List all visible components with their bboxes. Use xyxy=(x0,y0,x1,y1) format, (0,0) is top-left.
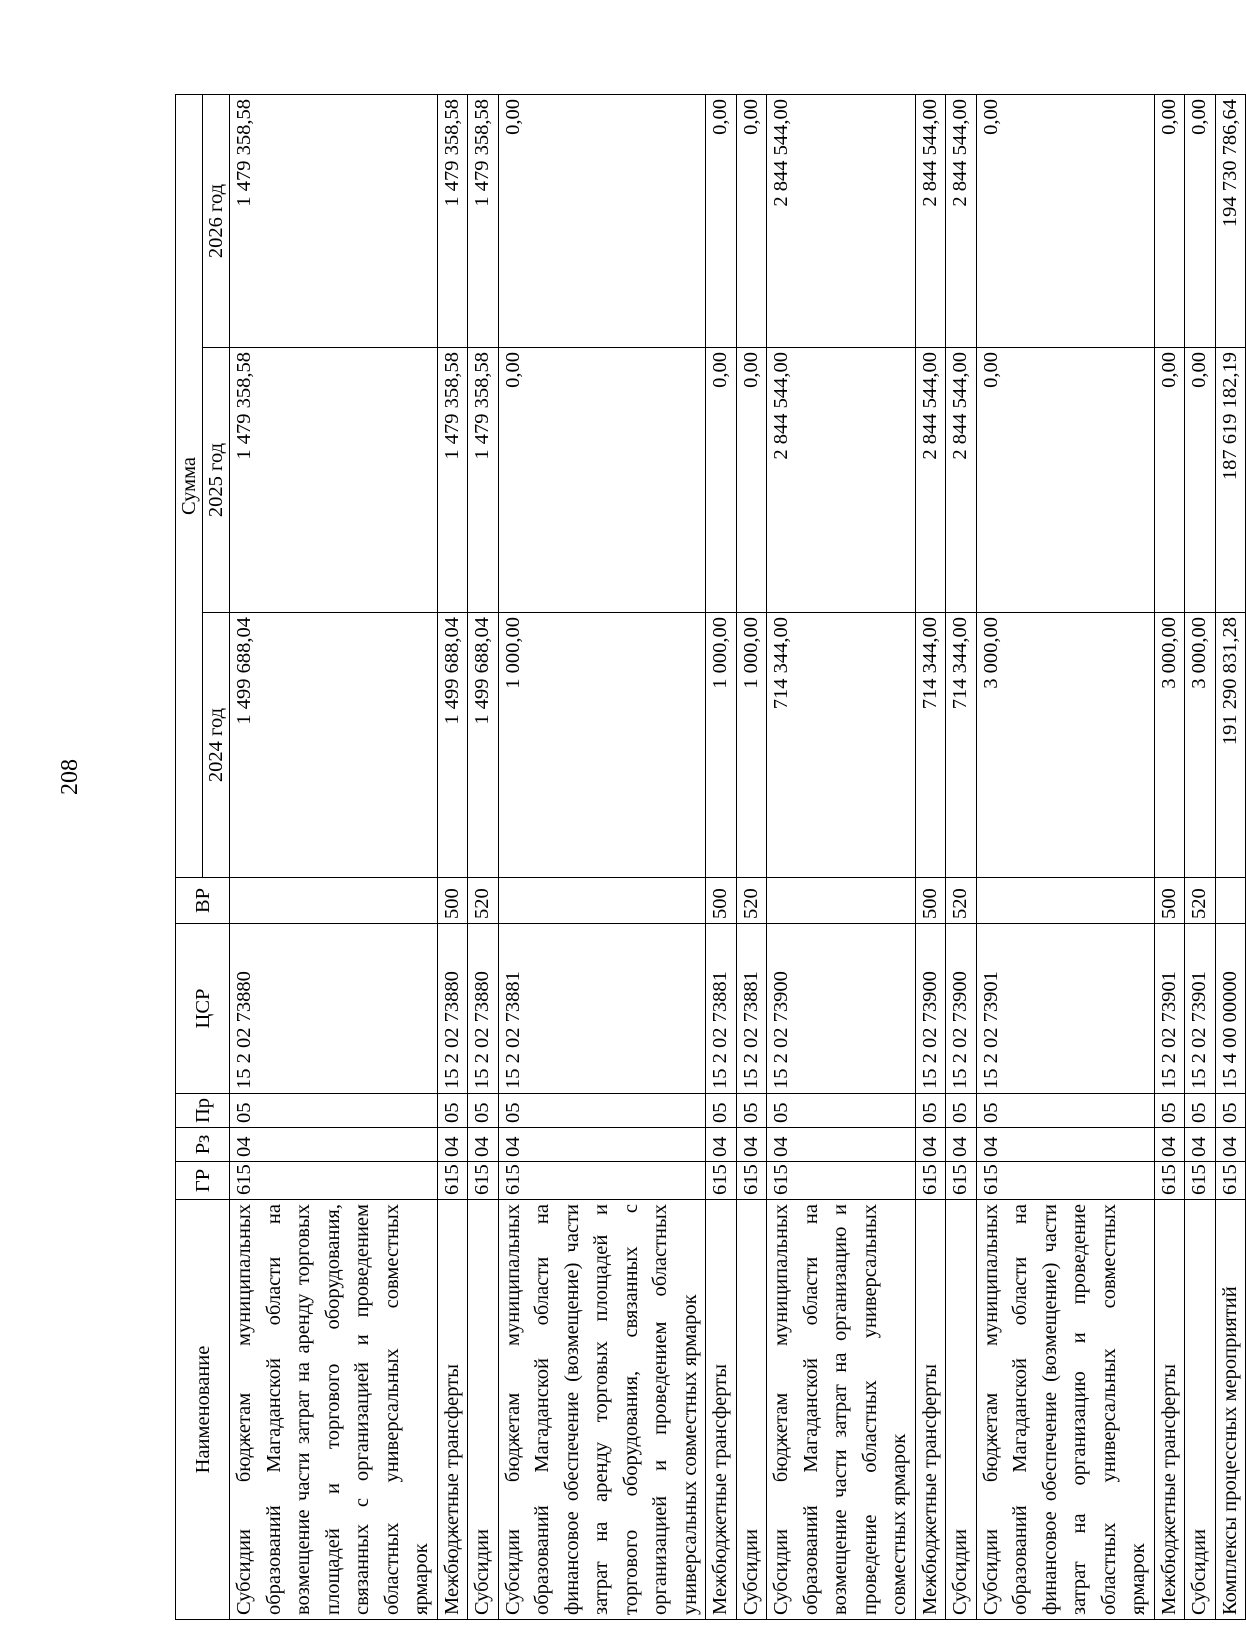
cell-2026: 2 844 544,00 xyxy=(767,94,916,347)
table-row xyxy=(976,94,1154,1619)
header-2026: 2026 год xyxy=(203,94,230,347)
cell-gr: 615 xyxy=(437,1162,468,1200)
cell-rz: 04 xyxy=(1215,1128,1246,1162)
cell-rz: 04 xyxy=(498,1128,706,1162)
cell-2025: 1 479 358,58 xyxy=(437,348,468,613)
table-row xyxy=(498,94,706,1619)
cell-gr: 615 xyxy=(1154,1162,1185,1200)
cell-2026: 0,00 xyxy=(706,94,737,347)
table-row xyxy=(468,94,499,1619)
cell-name: Субсидии xyxy=(736,1200,767,1620)
cell-name: Межбюджетные трансферты xyxy=(437,1200,468,1620)
cell-2026: 0,00 xyxy=(736,94,767,347)
cell-pr: 05 xyxy=(437,1094,468,1128)
header-2024: 2024 год xyxy=(203,613,230,878)
cell-2025: 0,00 xyxy=(1185,348,1216,613)
cell-pr: 05 xyxy=(498,1094,706,1128)
table-row xyxy=(767,94,916,1619)
cell-rz: 04 xyxy=(230,1128,438,1162)
cell-csr: 15 2 02 73900 xyxy=(946,924,977,1094)
cell-2026: 1 479 358,58 xyxy=(230,94,438,347)
cell-csr: 15 2 02 73881 xyxy=(498,924,706,1094)
cell-2025: 0,00 xyxy=(976,348,1154,613)
cell-csr: 15 4 00 00000 xyxy=(1215,924,1246,1094)
cell-rz: 04 xyxy=(468,1128,499,1162)
cell-vr xyxy=(976,878,1154,924)
cell-vr xyxy=(767,878,916,924)
page-number: 208 xyxy=(57,759,83,795)
cell-2026: 1 479 358,58 xyxy=(468,94,499,347)
cell-gr: 615 xyxy=(468,1162,499,1200)
cell-2024: 714 344,00 xyxy=(946,613,977,878)
cell-2024: 191 290 831,28 xyxy=(1215,613,1246,878)
cell-rz: 04 xyxy=(976,1128,1154,1162)
budget-table xyxy=(175,94,1246,1620)
table-header xyxy=(176,94,230,1619)
header-csr: ЦСР xyxy=(176,924,230,1094)
cell-pr: 05 xyxy=(468,1094,499,1128)
cell-pr: 05 xyxy=(915,1094,946,1128)
cell-vr: 500 xyxy=(706,878,737,924)
cell-2025: 1 479 358,58 xyxy=(468,348,499,613)
cell-vr xyxy=(498,878,706,924)
cell-2024: 3 000,00 xyxy=(1154,613,1185,878)
cell-2025: 0,00 xyxy=(1154,348,1185,613)
cell-vr xyxy=(230,878,438,924)
cell-csr: 15 2 02 73901 xyxy=(976,924,1154,1094)
cell-name: Субсидии xyxy=(946,1200,977,1620)
cell-name: Субсидии xyxy=(1185,1200,1216,1620)
header-name: Наименование xyxy=(176,1200,230,1620)
cell-2026: 0,00 xyxy=(976,94,1154,347)
cell-rz: 04 xyxy=(736,1128,767,1162)
cell-2024: 3 000,00 xyxy=(1185,613,1216,878)
cell-name: Субсидии бюджетам муниципальных образований Магаданской области на финансовое обеспечение (возмещение) части затрат на организацию и проведение областных универсальных совместных ярмарок xyxy=(976,1200,1154,1620)
cell-2025: 2 844 544,00 xyxy=(946,348,977,613)
cell-rz: 04 xyxy=(437,1128,468,1162)
cell-gr: 615 xyxy=(946,1162,977,1200)
cell-vr: 500 xyxy=(1154,878,1185,924)
cell-csr: 15 2 02 73881 xyxy=(736,924,767,1094)
cell-rz: 04 xyxy=(1154,1128,1185,1162)
cell-2025: 2 844 544,00 xyxy=(767,348,916,613)
cell-csr: 15 2 02 73900 xyxy=(767,924,916,1094)
header-rz: Рз xyxy=(176,1128,230,1162)
cell-2026: 2 844 544,00 xyxy=(915,94,946,347)
cell-2024: 1 499 688,04 xyxy=(437,613,468,878)
cell-pr: 05 xyxy=(1154,1094,1185,1128)
cell-gr: 615 xyxy=(230,1162,438,1200)
cell-2024: 1 000,00 xyxy=(498,613,706,878)
cell-name: Межбюджетные трансферты xyxy=(915,1200,946,1620)
cell-2024: 714 344,00 xyxy=(767,613,916,878)
header-row-1 xyxy=(176,94,203,1619)
cell-2025: 0,00 xyxy=(498,348,706,613)
cell-vr: 520 xyxy=(468,878,499,924)
cell-gr: 615 xyxy=(976,1162,1154,1200)
cell-2025: 1 479 358,58 xyxy=(230,348,438,613)
cell-2025: 0,00 xyxy=(736,348,767,613)
header-sum: Сумма xyxy=(176,94,203,877)
cell-2026: 0,00 xyxy=(1154,94,1185,347)
cell-vr: 520 xyxy=(736,878,767,924)
cell-vr: 520 xyxy=(1185,878,1216,924)
table-row xyxy=(706,94,737,1619)
cell-rz: 04 xyxy=(915,1128,946,1162)
header-pr: Пр xyxy=(176,1094,230,1128)
cell-name: Межбюджетные трансферты xyxy=(706,1200,737,1620)
table-row xyxy=(230,94,438,1619)
table-row xyxy=(437,94,468,1619)
cell-csr: 15 2 02 73880 xyxy=(468,924,499,1094)
header-gr: ГР xyxy=(176,1162,230,1200)
table-row xyxy=(1154,94,1185,1619)
cell-rz: 04 xyxy=(767,1128,916,1162)
table-row xyxy=(915,94,946,1619)
cell-pr: 05 xyxy=(230,1094,438,1128)
cell-2024: 1 499 688,04 xyxy=(468,613,499,878)
cell-pr: 05 xyxy=(946,1094,977,1128)
cell-pr: 05 xyxy=(1185,1094,1216,1128)
cell-2025: 2 844 544,00 xyxy=(915,348,946,613)
cell-pr: 05 xyxy=(706,1094,737,1128)
cell-2026: 0,00 xyxy=(1185,94,1216,347)
cell-2024: 3 000,00 xyxy=(976,613,1154,878)
cell-csr: 15 2 02 73881 xyxy=(706,924,737,1094)
cell-rz: 04 xyxy=(1185,1128,1216,1162)
cell-csr: 15 2 02 73900 xyxy=(915,924,946,1094)
cell-2026: 0,00 xyxy=(498,94,706,347)
cell-gr: 615 xyxy=(1185,1162,1216,1200)
cell-name: Субсидии бюджетам муниципальных образований Магаданской области на возмещение части затрат на аренду торговых площадей и торгового оборудования, связанных с организацией и проведением областных универсальных совместных ярмарок xyxy=(230,1200,438,1620)
cell-2026: 1 479 358,58 xyxy=(437,94,468,347)
cell-csr: 15 2 02 73880 xyxy=(230,924,438,1094)
cell-name: Межбюджетные трансферты xyxy=(1154,1200,1185,1620)
cell-vr: 520 xyxy=(946,878,977,924)
cell-csr: 15 2 02 73901 xyxy=(1185,924,1216,1094)
cell-gr: 615 xyxy=(736,1162,767,1200)
cell-rz: 04 xyxy=(706,1128,737,1162)
cell-name: Комплексы процессных мероприятий xyxy=(1215,1200,1246,1620)
table-row xyxy=(1215,94,1246,1619)
cell-gr: 615 xyxy=(706,1162,737,1200)
cell-pr: 05 xyxy=(976,1094,1154,1128)
cell-2024: 1 499 688,04 xyxy=(230,613,438,878)
cell-gr: 615 xyxy=(767,1162,916,1200)
cell-2026: 2 844 544,00 xyxy=(946,94,977,347)
table-body xyxy=(230,94,1246,1619)
cell-name: Субсидии бюджетам муниципальных образований Магаданской области на финансовое обеспечение (возмещение) части затрат на аренду торговых площадей и торгового оборудования, связанных с организацией и проведением областных универсальных совместных ярмарок xyxy=(498,1200,706,1620)
cell-vr: 500 xyxy=(437,878,468,924)
header-vr: ВР xyxy=(176,878,230,924)
cell-vr: 500 xyxy=(915,878,946,924)
cell-pr: 05 xyxy=(1215,1094,1246,1128)
cell-gr: 615 xyxy=(498,1162,706,1200)
cell-name: Субсидии xyxy=(468,1200,499,1620)
table-row xyxy=(736,94,767,1619)
cell-csr: 15 2 02 73901 xyxy=(1154,924,1185,1094)
table-row xyxy=(1185,94,1216,1619)
cell-vr xyxy=(1215,878,1246,924)
cell-name: Субсидии бюджетам муниципальных образований Магаданской области на возмещение части затрат на организацию и проведение областных универсальных совместных ярмарок xyxy=(767,1200,916,1620)
cell-rz: 04 xyxy=(946,1128,977,1162)
cell-2024: 1 000,00 xyxy=(736,613,767,878)
cell-2025: 0,00 xyxy=(706,348,737,613)
cell-csr: 15 2 02 73880 xyxy=(437,924,468,1094)
cell-2025: 187 619 182,19 xyxy=(1215,348,1246,613)
cell-pr: 05 xyxy=(736,1094,767,1128)
cell-2026: 194 730 786,64 xyxy=(1215,94,1246,347)
cell-gr: 615 xyxy=(1215,1162,1246,1200)
cell-2024: 714 344,00 xyxy=(915,613,946,878)
table-row xyxy=(946,94,977,1619)
cell-gr: 615 xyxy=(915,1162,946,1200)
cell-2024: 1 000,00 xyxy=(706,613,737,878)
cell-pr: 05 xyxy=(767,1094,916,1128)
rotated-page-content xyxy=(175,95,1241,1620)
header-2025: 2025 год xyxy=(203,348,230,613)
